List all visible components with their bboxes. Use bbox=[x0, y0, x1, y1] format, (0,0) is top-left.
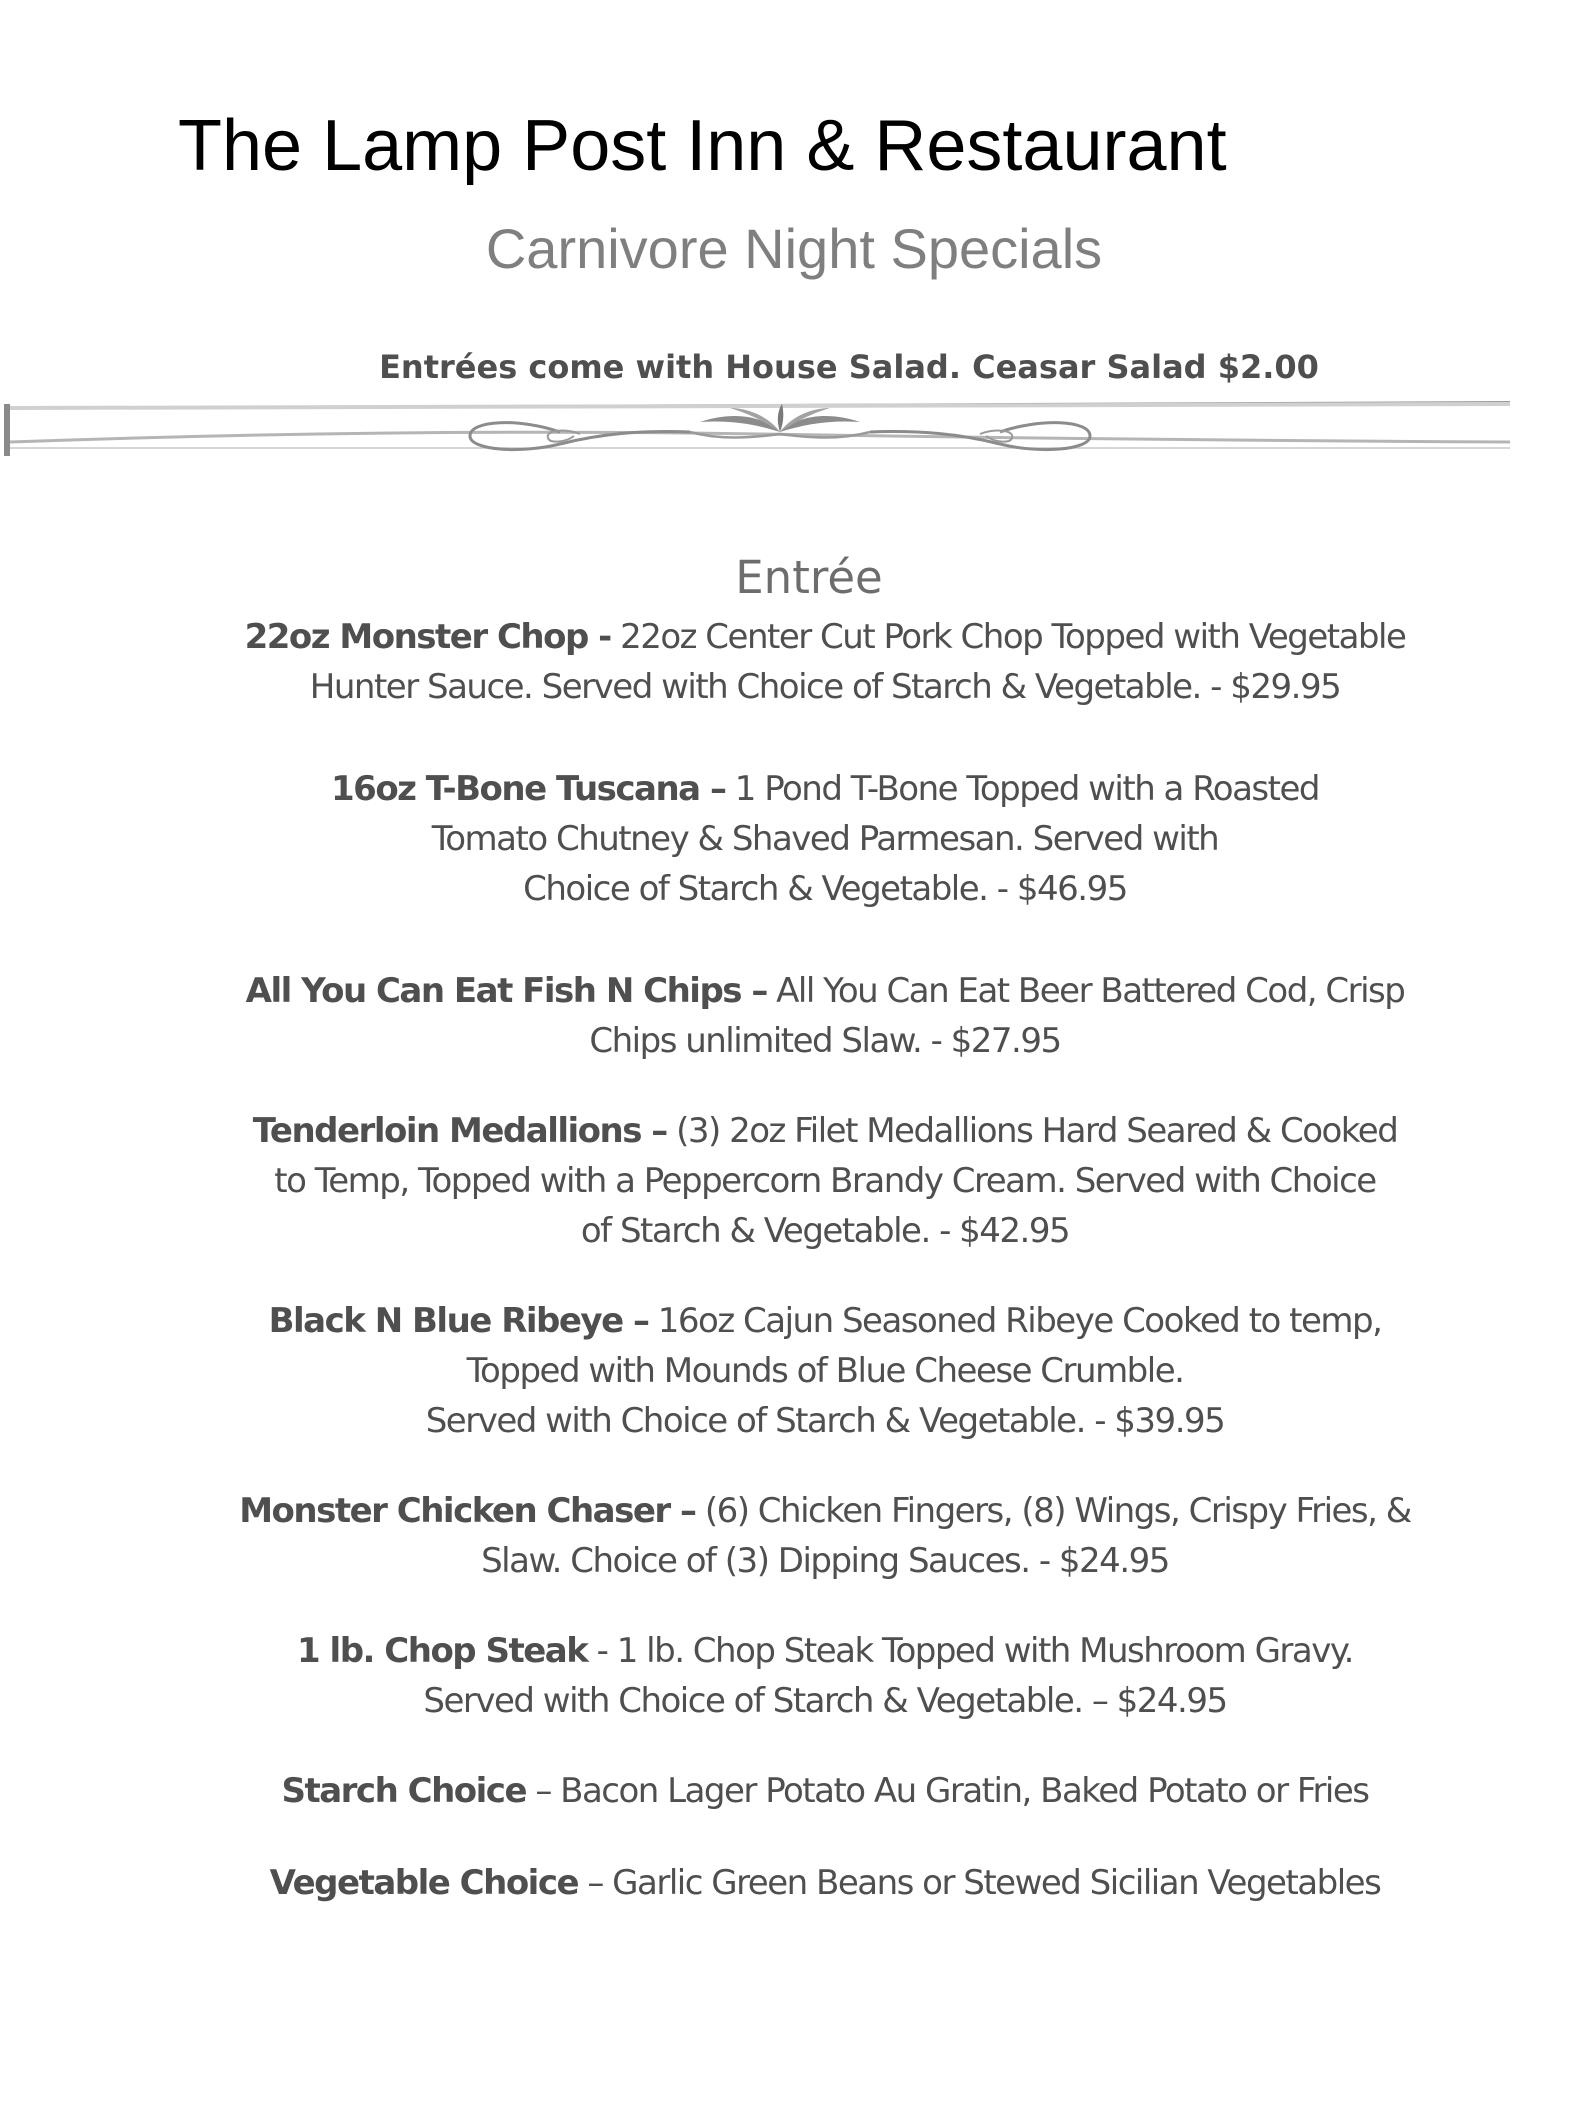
menu-item-description: 22oz Center Cut Pork Chop Topped with Vegetable bbox=[610, 617, 1406, 657]
starch-choice bbox=[170, 1766, 1480, 1816]
menu-item-description: to Temp, Topped with a Peppercorn Brandy Cream. Served with Choice bbox=[274, 1161, 1376, 1201]
menu-item-monster-chicken-chaser bbox=[170, 1486, 1480, 1586]
menu-item-name: 16oz T-Bone Tuscana – bbox=[331, 769, 726, 809]
choice-options: – Garlic Green Beans or Stewed Sicilian Vegetables bbox=[578, 1863, 1381, 1903]
menu-item-name: 22oz Monster Chop - bbox=[244, 617, 611, 657]
section-heading-entree: Entrée bbox=[735, 551, 883, 604]
menu-item-description: Served with Choice of Starch & Vegetable. - $39.95 bbox=[425, 1401, 1225, 1441]
menu-item-description: (6) Chicken Fingers, (8) Wings, Crispy Fries, & bbox=[695, 1491, 1411, 1531]
menu-item-chop-steak bbox=[170, 1626, 1480, 1726]
menu-item-black-n-blue-ribeye bbox=[170, 1296, 1480, 1446]
choice-options: – Bacon Lager Potato Au Gratin, Baked Potato or Fries bbox=[526, 1771, 1369, 1811]
restaurant-name: The Lamp Post Inn & Restaurant bbox=[178, 106, 1227, 186]
menu-item-t-bone-tuscana bbox=[170, 764, 1480, 914]
menu-item-description: of Starch & Vegetable. - $42.95 bbox=[580, 1211, 1070, 1251]
menu-item-description: Served with Choice of Starch & Vegetable. – $24.95 bbox=[423, 1681, 1227, 1721]
menu-item-description: Chips unlimited Slaw. - $27.95 bbox=[589, 1021, 1061, 1061]
salad-note: Entrées come with House Salad. Ceasar Salad $2.00 bbox=[379, 348, 1319, 386]
menu-subtitle: Carnivore Night Specials bbox=[485, 217, 1103, 280]
menu-item-description: All You Can Eat Beer Battered Cod, Crisp bbox=[766, 971, 1405, 1011]
menu-item-description: 1 Pond T-Bone Topped with a Roasted bbox=[725, 769, 1319, 809]
menu-item-description: - 1 lb. Chop Steak Topped with Mushroom Gravy. bbox=[587, 1631, 1353, 1671]
menu-item-line bbox=[170, 966, 1480, 1016]
menu-item-description: (3) 2oz Filet Medallions Hard Seared & Cooked bbox=[666, 1111, 1398, 1151]
menu-item-name: All You Can Eat Fish N Chips – bbox=[245, 971, 767, 1011]
menu-item-name: 1 lb. Chop Steak bbox=[297, 1631, 588, 1671]
menu-item-name: Black N Blue Ribeye – bbox=[268, 1301, 649, 1341]
menu-item-description: Hunter Sauce. Served with Choice of Starch & Vegetable. - $29.95 bbox=[309, 667, 1341, 707]
menu-item-tenderloin-medallions bbox=[170, 1106, 1480, 1256]
menu-item-description: Topped with Mounds of Blue Cheese Crumble. bbox=[466, 1351, 1184, 1391]
choice-name: Starch Choice bbox=[281, 1771, 527, 1811]
menu-item-line bbox=[170, 1626, 1480, 1676]
ornamental-divider bbox=[0, 398, 1510, 462]
vegetable-choice bbox=[170, 1858, 1480, 1908]
menu-list bbox=[170, 612, 1480, 1950]
menu-item-description: Choice of Starch & Vegetable. - $46.95 bbox=[523, 869, 1127, 909]
menu-item-fish-n-chips bbox=[170, 966, 1480, 1066]
choice-name: Vegetable Choice bbox=[269, 1863, 579, 1903]
menu-item-monster-chop bbox=[170, 612, 1480, 712]
menu-item-line bbox=[170, 1296, 1480, 1346]
menu-item-line bbox=[170, 612, 1480, 662]
menu-item-description: 16oz Cajun Seasoned Ribeye Cooked to temp, bbox=[648, 1301, 1382, 1341]
menu-item-line bbox=[170, 1486, 1480, 1536]
menu-item-name: Monster Chicken Chaser – bbox=[239, 1491, 696, 1531]
menu-item-line bbox=[170, 764, 1480, 814]
menu-item-line bbox=[170, 1106, 1480, 1156]
menu-item-name: Tenderloin Medallions – bbox=[252, 1111, 667, 1151]
menu-item-description: Tomato Chutney & Shaved Parmesan. Served with bbox=[431, 819, 1219, 859]
menu-item-description: Slaw. Choice of (3) Dipping Sauces. - $24.95 bbox=[481, 1541, 1169, 1581]
